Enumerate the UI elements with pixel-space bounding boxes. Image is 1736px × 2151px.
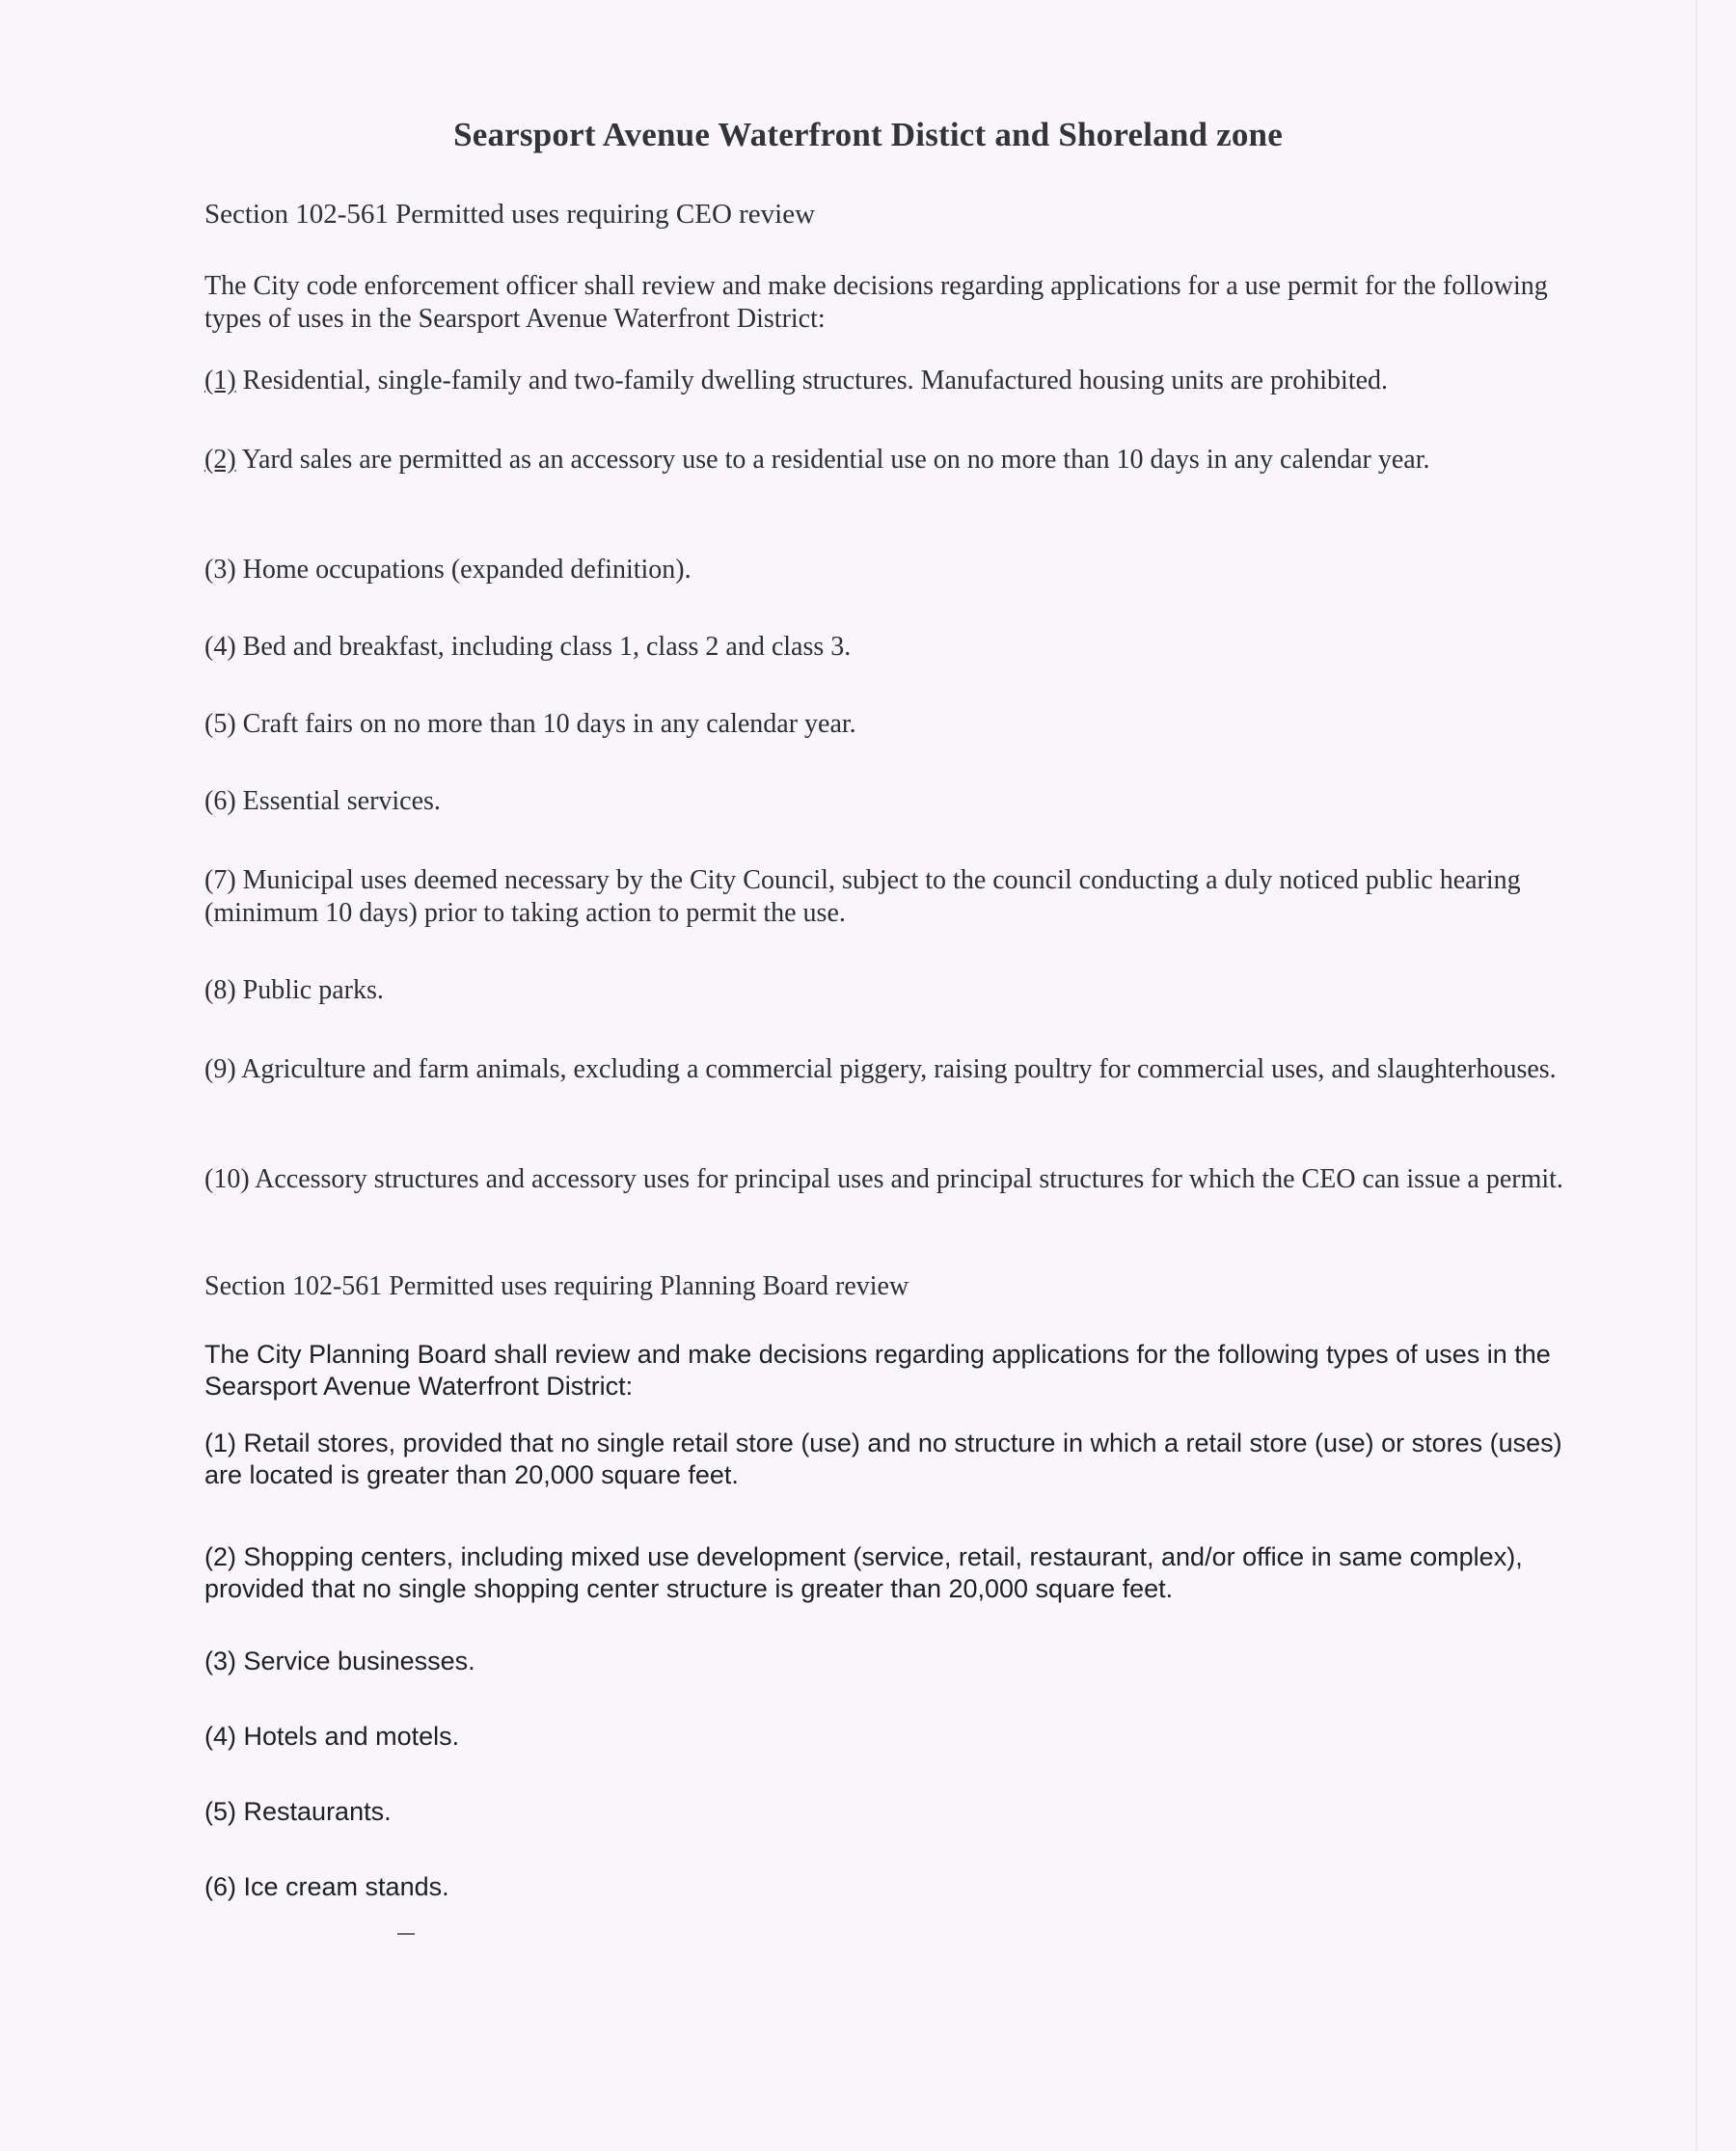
ceo-item — [204, 1053, 1574, 1086]
item-text: Public parks. — [242, 975, 384, 1005]
pb-item — [204, 1646, 1574, 1677]
item-text: Agriculture and farm animals, excluding a commercial piggery, raising poultry for commercial uses, and slaughterhouses. — [241, 1054, 1557, 1084]
item-text: Home occupations (expanded definition). — [242, 555, 692, 585]
item-number: (6) — [204, 1872, 236, 1901]
item-number: (2) — [204, 1542, 236, 1571]
section-intro-planning-board: The City Planning Board shall review and make decisions regarding applications for the following types of uses in the Searsport Avenue Waterfront District: — [204, 1340, 1551, 1401]
item-number: (3) — [204, 555, 236, 585]
item-text: Shopping centers, including mixed use development (service, retail, restaurant, and/or office in same complex), provided that no single shopping center structure is greater than 20,000 square feet. — [204, 1542, 1523, 1603]
item-number: (3) — [204, 1647, 236, 1675]
item-text: Residential, single-family and two-family dwelling structures. Manufactured housing units are prohibited. — [242, 366, 1389, 395]
item-text: Hotels and motels. — [243, 1722, 460, 1751]
ceo-item — [204, 974, 1574, 1007]
page-edge — [1695, 0, 1697, 2151]
item-text: Bed and breakfast, including class 1, class 2 and class 3. — [242, 632, 852, 662]
pb-item — [204, 1721, 1574, 1753]
ceo-item — [204, 1163, 1574, 1196]
section-intro-ceo: The City code enforcement officer shall review and make decisions regarding applications for a use permit for the following types of uses in the Searsport Avenue Waterfront District: — [204, 271, 1548, 334]
pb-item — [204, 1796, 1574, 1828]
ceo-item — [204, 864, 1574, 930]
page-title: Searsport Avenue Waterfront Distict and Shoreland zone — [453, 116, 1283, 153]
ceo-item — [204, 785, 1574, 818]
item-text: Retail stores, provided that no single retail store (use) and no structure in which a retail store (use) or stores (uses) are located is greater than 20,000 square feet. — [204, 1429, 1562, 1489]
item-number: (2) — [204, 445, 236, 475]
pb-item — [204, 1541, 1574, 1605]
item-text: Ice cream stands. — [243, 1872, 449, 1901]
item-number: (10) — [204, 1164, 250, 1194]
item-text: Craft fairs on no more than 10 days in any calendar year. — [242, 709, 856, 739]
ceo-item — [204, 365, 1574, 397]
item-text: Restaurants. — [243, 1797, 392, 1826]
item-text: Yard sales are permitted as an accessory use to a residential use on no more than 10 days in any calendar year. — [241, 445, 1430, 475]
pb-item — [204, 1428, 1574, 1491]
item-number: (1) — [204, 1429, 236, 1457]
item-number: (4) — [204, 1722, 236, 1751]
item-text: Essential services. — [242, 786, 441, 816]
item-number: (7) — [204, 865, 236, 895]
ceo-item — [204, 444, 1574, 476]
item-text: Service businesses. — [243, 1647, 475, 1675]
ceo-item — [204, 631, 1574, 664]
ceo-item — [204, 554, 1574, 586]
pb-item — [204, 1871, 1574, 1903]
item-number: (8) — [204, 975, 236, 1005]
item-number: (1) — [204, 366, 236, 395]
item-number: (4) — [204, 632, 236, 662]
ceo-item — [204, 708, 1574, 741]
item-number: (5) — [204, 709, 236, 739]
item-text: Municipal uses deemed necessary by the City Council, subject to the council conducting a duly noticed public hearing (minimum 10 days) prior to taking action to permit the use. — [204, 865, 1521, 928]
scan-mark — [397, 1933, 415, 1935]
section-heading-ceo: Section 102-561 Permitted uses requiring CEO review — [204, 199, 816, 230]
item-text: Accessory structures and accessory uses for principal uses and principal structures for which the CEO can issue a permit. — [255, 1164, 1563, 1194]
section-heading-planning-board: Section 102-561 Permitted uses requiring Planning Board review — [204, 1271, 909, 1301]
item-number: (6) — [204, 786, 236, 816]
item-number: (5) — [204, 1797, 236, 1826]
item-number: (9) — [204, 1054, 236, 1084]
